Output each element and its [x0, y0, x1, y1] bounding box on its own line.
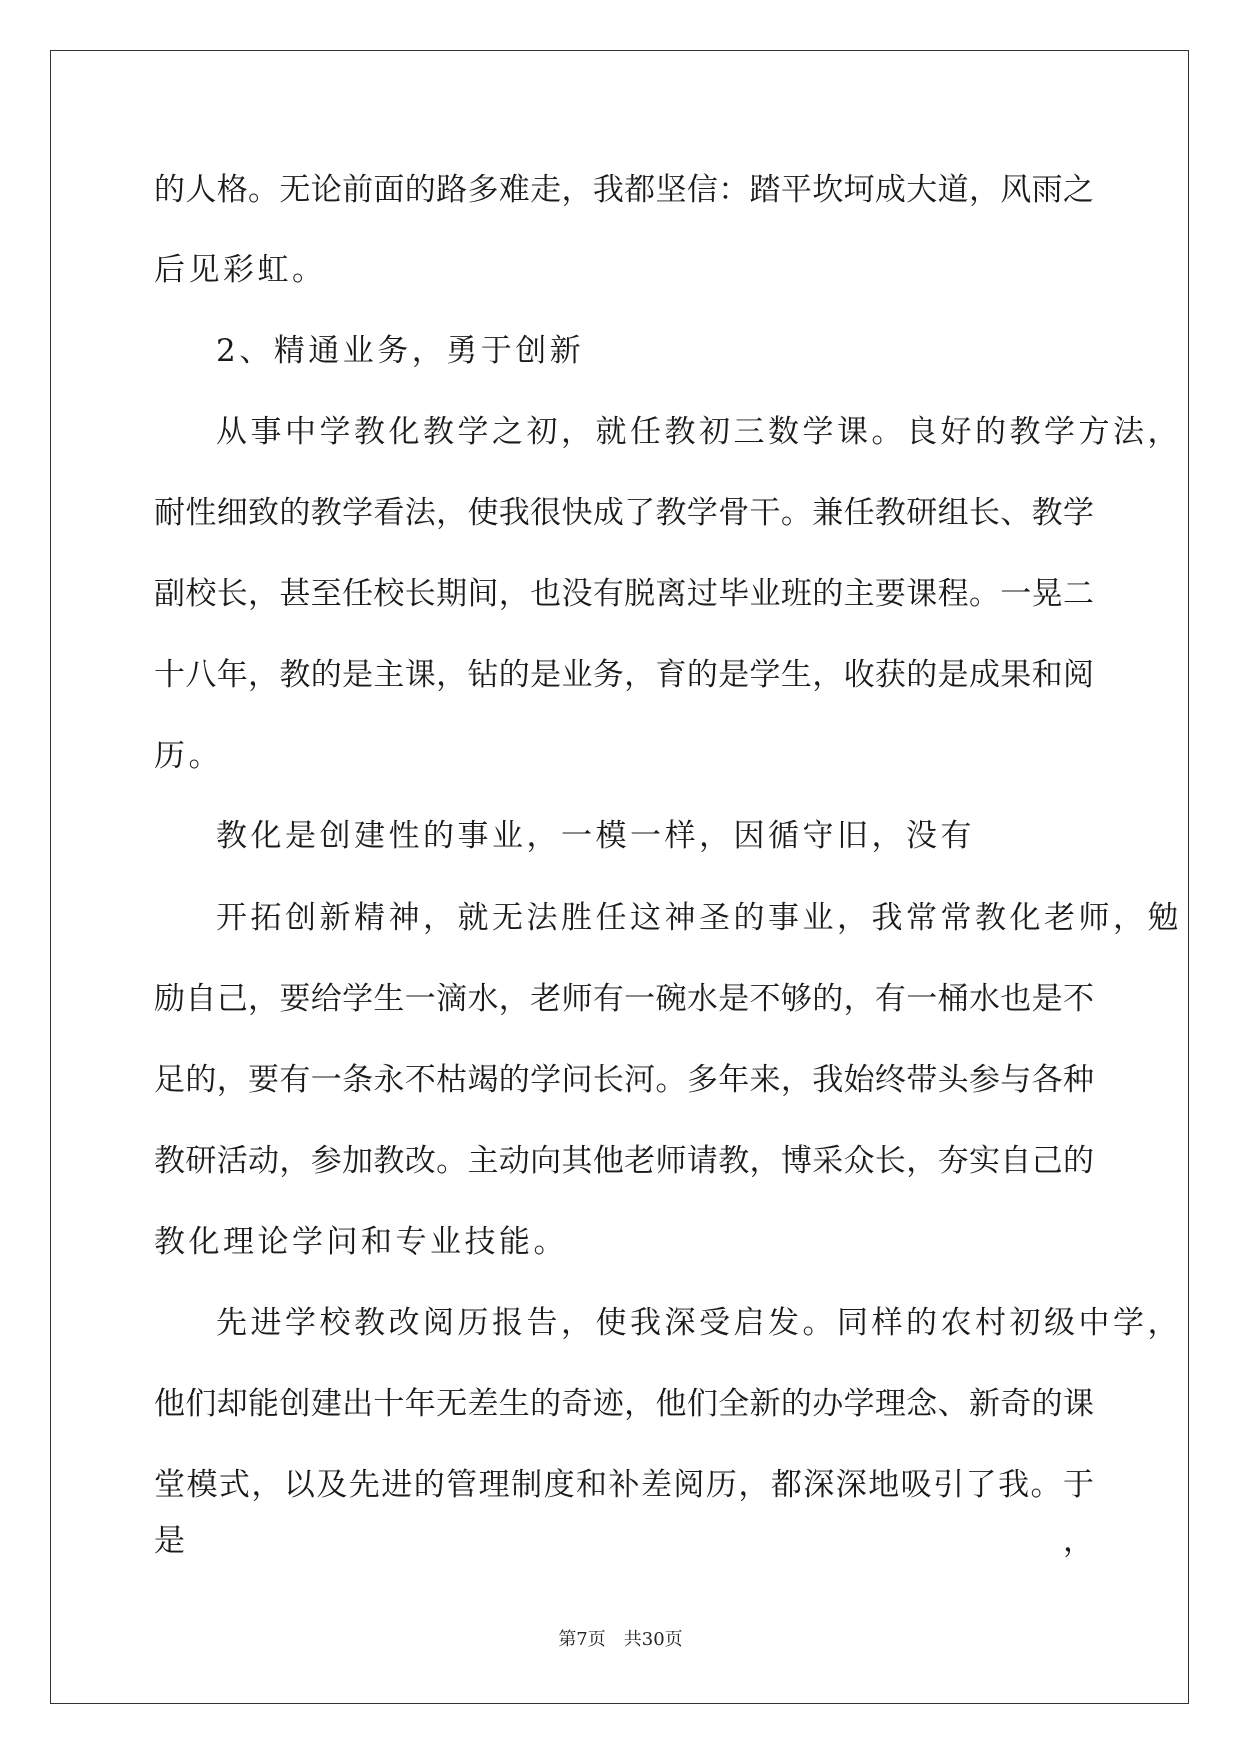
text-line: 开拓创新精神，就无法胜任这神圣的事业，我常常教化老师，勉 — [216, 900, 1182, 936]
section-heading: 2、精通业务，勇于创新 — [216, 333, 585, 369]
text-line: 副校长，甚至任校长期间，也没有脱离过毕业班的主要课程。一晃二 — [154, 576, 1094, 612]
text-line: 教化是创建性的事业，一模一样，因循守旧，没有 — [216, 818, 975, 854]
text-line: 足的，要有一条永不枯竭的学问长河。多年来，我始终带头参与各种 — [154, 1062, 1094, 1098]
text-line: 历。 — [154, 738, 223, 774]
page-number: 第7页 共30页 — [558, 1629, 683, 1650]
page-footer — [0, 1628, 1241, 1652]
text-line: 十八年，教的是主课，钻的是业务，育的是学生，收获的是成果和阅 — [154, 657, 1094, 693]
text-line: 从事中学教化教学之初，就任教初三数学课。良好的教学方法， — [216, 414, 1182, 450]
text-line: 他们却能创建出十年无差生的奇迹，他们全新的办学理念、新奇的课 — [154, 1386, 1094, 1422]
text-line: 先进学校教改阅历报告，使我深受启发。同样的农村初级中学， — [216, 1305, 1182, 1341]
text-line: 耐性细致的教学看法，使我很快成了教学骨干。兼任教研组长、教学 — [154, 495, 1094, 531]
page-border — [50, 50, 1189, 1704]
text-line: 的人格。无论前面的路多难走，我都坚信：踏平坎坷成大道，风雨之 — [154, 172, 1094, 208]
text-line: 堂模式，以及先进的管理制度和补差阅历，都深深地吸引了我。于是， — [154, 1467, 1094, 1559]
text-line: 后见彩虹。 — [154, 252, 327, 288]
text-line: 教化理论学问和专业技能。 — [154, 1224, 568, 1260]
text-line: 教研活动，参加教改。主动向其他老师请教，博采众长，夯实自己的 — [154, 1143, 1094, 1179]
text-line: 励自己，要给学生一滴水，老师有一碗水是不够的，有一桶水也是不 — [154, 981, 1094, 1017]
